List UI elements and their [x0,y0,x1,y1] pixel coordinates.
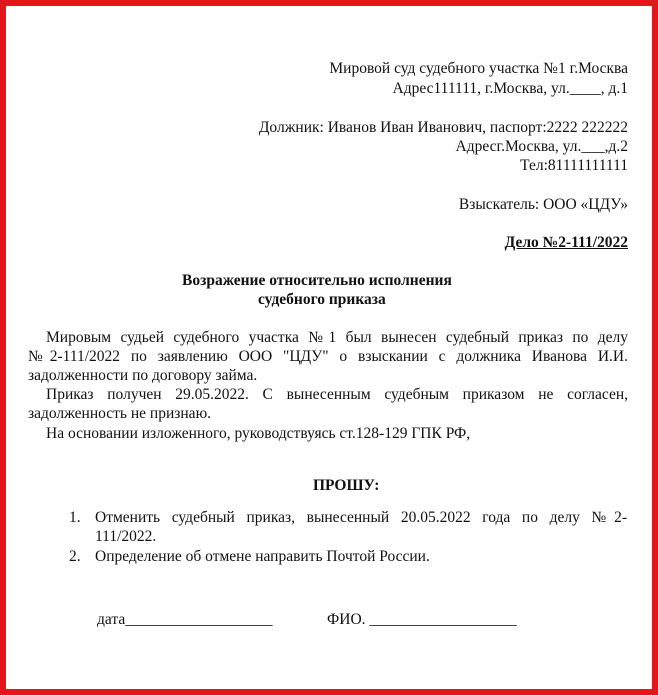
request-item-1-number: 1. [69,509,81,526]
request-item-2-line-1: Определение об отмене направить Почтой России. [95,548,430,565]
paragraph-1-line-3: задолженности по договору займа. [28,367,258,384]
fio-signature-field: ФИО. ___________________ [327,611,517,628]
request-heading: ПРОШУ: [313,477,380,494]
case-number: Дело №2-111/2022 [504,234,628,251]
request-item-1-line-1: Отменить судебный приказ, вынесенный 20.05.2022 года по делу №2- [95,509,627,526]
debtor-phone: Тел:81111111111 [520,157,628,174]
request-item-2-number: 2. [69,548,81,565]
paragraph-1-line-1: Мировым судьей судебного участка №1 был вынесен судебный приказ по делу [46,329,628,346]
document-title-line1: Возражение относительно исполнения [182,272,452,289]
paragraph-2-line-2: задолженность не признаю. [28,405,212,422]
date-signature-field: дата___________________ [97,611,273,628]
court-name: Мировой суд судебного участка №1 г.Москва [329,60,628,77]
court-address: Адрес111111, г.Москва, ул.____, д.1 [392,80,628,97]
debtor-address: Адресг.Москва, ул.___,д.2 [455,138,628,155]
paragraph-1-line-2: №2-111/2022 по заявлению ООО "ЦДУ" о взыскании с должника Иванова И.И. [28,348,628,365]
document-title-line2: судебного приказа [258,291,386,308]
paragraph-2-line-1: Приказ получен 29.05.2022. С вынесенным судебным приказом не согласен, [46,386,628,403]
paragraph-3: На основании изложенного, руководствуясь ст.128-129 ГПК РФ, [46,425,471,442]
debtor-name-passport: Должник: Иванов Иван Иванович, паспорт:2222 222222 [258,119,628,136]
request-item-1-line-2: 111/2022. [95,528,157,545]
claimant: Взыскатель: ООО «ЦДУ» [458,196,628,213]
